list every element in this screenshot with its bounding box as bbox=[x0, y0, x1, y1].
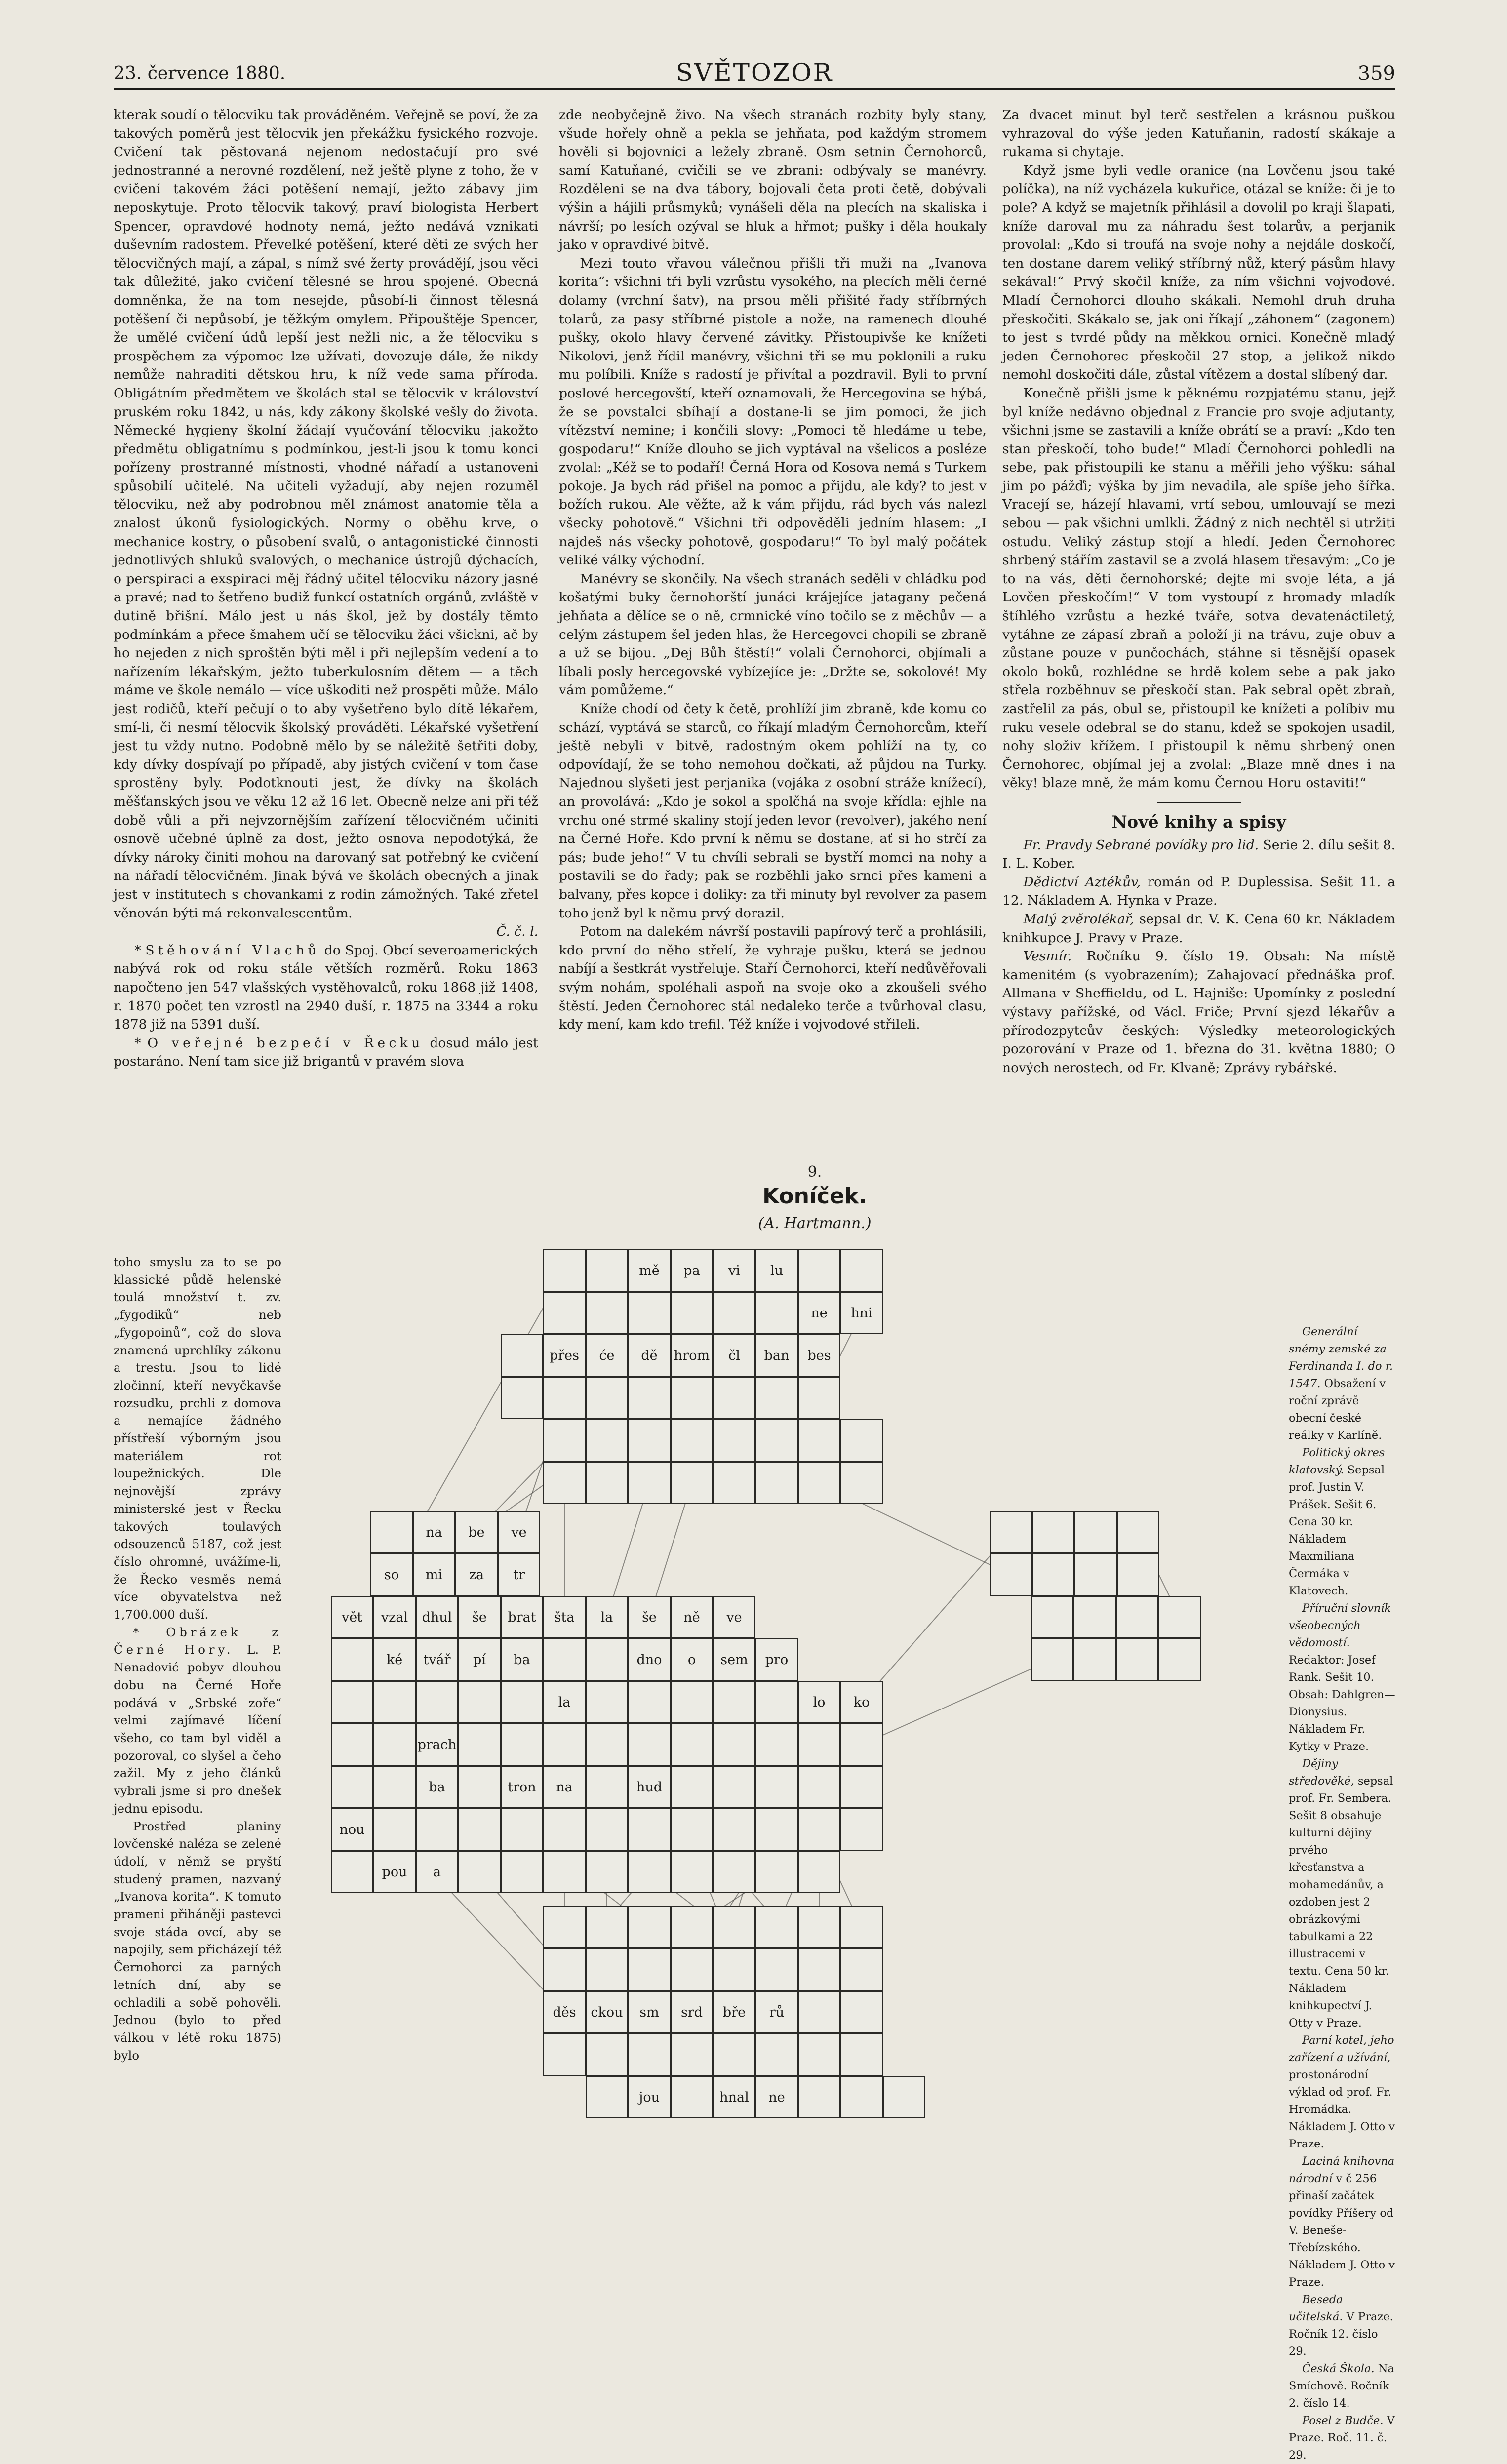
board-cell bbox=[671, 1419, 713, 1462]
board-cell bbox=[1116, 1596, 1158, 1638]
board-cell bbox=[671, 1906, 713, 1948]
book-entry bbox=[1289, 2291, 1395, 2360]
book-details: Ročníku 9. číslo 19. Obsah: Na místě kamenitém (s vyobrazením); Zahajovací přednáška prof. Allmana v Sheffieldu, od L. Hajniše: Upomínky z poslední výstavy pařížské, od Václ. Friče; První sjezd lékařův a přírodozpytcův českých: Výsledky meteorologických pozorování v Praze od 1. března do 31. května 1880; O nových nerostech, od Fr. Klvaně; Zprávy rybářské. bbox=[1002, 949, 1395, 1075]
board-cell bbox=[628, 1292, 671, 1334]
board-cell bbox=[628, 1808, 671, 1851]
board-cell bbox=[1074, 1553, 1117, 1596]
board-cell: na bbox=[413, 1511, 455, 1553]
column-3-lower bbox=[1289, 1323, 1395, 2464]
montenegro-paragraph: Kníže chodí od čety k četě, prohlíží jim zbraně, kde komu co schází, vyptává se starců, co říkají mladým Černohorcům, kteří ještě nebyli v bitvě, radostným okem pohlíží na ty, co odpovídají, že se toho nemohou dočkati, až půjdou na Turky. Najednou slyšeti jest perjanika (vojáka z osobní stráže knížecí), an provolává: „Kdo je sokol a spolčhá na svoje křídla: ejhle na vrchu oné strmé skaliny stojí jeden levor (revolver), jakého není na Černé Hoře. Kdo první k němu se dostane, ať si ho strčí za pás; bude jeho!“ V tu chvíli sebrali se bystří momci na nohy a postavili se do řady; pak se rozběhli jako srnci přes kameni a balvany, přes kopce i doliky: za tři minuty byl revolver za pasem toho jenž byl k němu prvý dorazil. bbox=[559, 701, 987, 921]
book-details: V Praze. Ročník 12. číslo 29. bbox=[1289, 2310, 1393, 2358]
board-cell bbox=[798, 1906, 840, 1948]
board-cell bbox=[586, 2076, 628, 2118]
board-cell: pa bbox=[671, 1249, 713, 1292]
note-greek-security: * O veřejné bezpečí v Řecku dosud málo jest postaráno. Není tam sice již brigantů v pravém slova bbox=[114, 1035, 538, 1070]
note-title: O veřejné bezpečí v Řecku bbox=[147, 1035, 424, 1051]
board-cell: o bbox=[671, 1638, 713, 1681]
board-cell bbox=[1116, 1638, 1158, 1681]
montenegro-paragraph: Potom na dalekém návrší postavili papírový terč a prohlásili, kdo první do něho střelí, že vyhraje pušku, která se jednou nabíjí a šestkrát vystřeluje. Staří Černohorci, kteří nedůvěřovali svým nohám, spoléhali aspoň na svoje oko a zkoušeli svého štěstí. Jeden Černohorec stál nedaleko terče a tvůrhoval clasu, kdy mení, kam kdo trefil. Též kníže i vojvodové střileli. bbox=[559, 924, 987, 1033]
montenegro-paragraph: Manévry se skončily. Na všech stranách seděli v chládku pod košatými buky černohorští junáci krájejíce jatagany pečená jehňata a dělíce se o ně, crmnické víno točilo se z měchův — a celým zástupem šel jeden hlas, že Hercegovci chopili se zbraně a už se bijou. „Dej Bůh štěstí!“ volali Černohorci, objímali a líbali posly hercegovské vybízejíce je: „Držte se, sokolové! My vám pomůžeme.“ bbox=[559, 571, 987, 698]
board-cell: ké bbox=[373, 1638, 416, 1681]
puzzle-name: Koníček. bbox=[762, 1184, 867, 1209]
board-cell bbox=[1117, 1511, 1159, 1553]
book-title: Generální snémy zemské za Ferdinanda I. do r. 1547. bbox=[1289, 1325, 1393, 1390]
montenegro-paragraph: Když jsme byli vedle oranice (na Lovčenu jsou také políčka), na níž vycházela kukuřice, otázal se kníže: či je to pole? A když se majetník přihlásil a dovolil po kraji šlapati, kníže daroval mu za náhradu šest tolarův, a perjanik provolal: „Kdo si troufá na svoje nohy a nejdále doskočí, ten dostane darem veliký stříbrný nůž, který pásům hlavy sekával!“ Prvý skočil kníže, za ním všichni vojvodové. Mladí Černohorci dlouho skákali. Nemohl druh druha přeskočiti. Skákalo se, jak oni říkají „záhonem“ (zagonem) to jest s tvrdé půdy na měkkou ornici. Konečně mladý jeden Černohorec přeskočil 27 stop, a jelikož nikdo nemohl doskočiti dále, zůstal vítězem a dostal slíbený dar. bbox=[1002, 162, 1395, 383]
note-title: Stěhování Vlachů bbox=[145, 942, 320, 958]
board-cell: pí bbox=[458, 1638, 501, 1681]
board-cell: na bbox=[543, 1766, 586, 1808]
board-cell: dhul bbox=[416, 1596, 458, 1638]
board-cell bbox=[713, 1808, 755, 1851]
book-title: Česká Škola. bbox=[1302, 2362, 1375, 2375]
board-cell bbox=[671, 1851, 713, 1893]
board-cell: bře bbox=[713, 1991, 755, 2033]
page-number: 359 bbox=[1357, 62, 1395, 85]
board-cell: mi bbox=[413, 1553, 455, 1596]
board-cell bbox=[798, 1851, 840, 1893]
board-cell: ckou bbox=[586, 1991, 628, 2033]
note-title: Obrázek z Černé Hory. bbox=[114, 1625, 281, 1657]
note-text: L. P. Nenadović pobyv dlouhou dobu na Černé Hoře podává v „Srbské zoře“ velmi zajímavé líčení všeho, co tam byl viděl a pozoroval, co slyšel a čeho zažil. My z jeho článků vybrali jsme si pro dnešek jednu episodu. bbox=[114, 1642, 282, 1816]
board-cell: be bbox=[455, 1511, 498, 1553]
board-cell bbox=[586, 1681, 628, 1723]
note-text: do Spoj. Obcí severoamerických nabývá rok od roku stále větších rozměrů. Roku 1863 napočteno jen 547 vlašských vystěhovalců, roku 1868 již 1408, r. 1870 počet ten vzrostl na 2940 duší, r. 1875 na 3344 a roku 1878 již na 5391 duší. bbox=[114, 942, 538, 1033]
board-cell: rů bbox=[755, 1991, 798, 2033]
board-cell: nou bbox=[331, 1808, 373, 1851]
book-title: Posel z Budče. bbox=[1302, 2414, 1384, 2427]
book-details: Na Smíchově. Ročník 2. číslo 14. bbox=[1289, 2362, 1394, 2410]
board-cell bbox=[840, 1766, 883, 1808]
board-cell bbox=[628, 2033, 671, 2076]
board-cell bbox=[628, 1851, 671, 1893]
board-cell bbox=[840, 2076, 883, 2118]
board-cell bbox=[586, 1249, 628, 1292]
board-cell: bes bbox=[798, 1334, 840, 1377]
board-cell: ba bbox=[416, 1766, 458, 1808]
section-divider bbox=[1157, 802, 1241, 803]
book-list bbox=[1002, 836, 1395, 1077]
board-cell bbox=[416, 1808, 458, 1851]
board-cell bbox=[1158, 1638, 1201, 1681]
board-cell bbox=[755, 1292, 798, 1334]
book-title: Příruční slovník všeobecných vědomostí. bbox=[1289, 1602, 1391, 1649]
board-cell: brat bbox=[501, 1596, 543, 1638]
board-cell bbox=[628, 1723, 671, 1766]
puzzle-number: 9. bbox=[807, 1163, 822, 1181]
board-cell bbox=[458, 1766, 501, 1808]
board-cell bbox=[840, 1808, 883, 1851]
board-cell bbox=[755, 1462, 798, 1504]
board-cell bbox=[628, 1462, 671, 1504]
board-cell bbox=[990, 1511, 1032, 1553]
board-cell bbox=[586, 1851, 628, 1893]
board-cell bbox=[501, 1377, 543, 1419]
board-cell: la bbox=[543, 1681, 586, 1723]
board-cell bbox=[713, 1462, 755, 1504]
board-cell bbox=[671, 1292, 713, 1334]
board-cell: za bbox=[455, 1553, 498, 1596]
board-cell bbox=[331, 1851, 373, 1893]
board-cell bbox=[671, 1723, 713, 1766]
board-cell bbox=[798, 1377, 840, 1419]
board-cell bbox=[501, 1723, 543, 1766]
board-cell: dno bbox=[628, 1638, 671, 1681]
board-cell: so bbox=[370, 1553, 413, 1596]
board-cell bbox=[671, 1948, 713, 1991]
board-cell: vět bbox=[331, 1596, 373, 1638]
book-entry bbox=[1289, 2153, 1395, 2291]
book-details: sepsal dr. V. K. Cena 60 kr. Nákladem knihkupce J. Pravy v Praze. bbox=[1002, 911, 1395, 946]
book-details: sepsal prof. Fr. Sembera. Sešit 8 obsahuje kulturní dějiny prvého křesťanstva a mohamedánův, a ozdoben jest 2 obrázkovými tabulkami a 22 illustracemi v textu. Cena 50 kr. Nákladem knihkupectví J. Otty v Praze. bbox=[1289, 1775, 1393, 2029]
book-title: Parní kotel, jeho zařízení a užívání, bbox=[1289, 2034, 1394, 2064]
board-cell: sm bbox=[628, 1991, 671, 2033]
board-cell bbox=[798, 1948, 840, 1991]
board-cell: mě bbox=[628, 1249, 671, 1292]
board-cell bbox=[755, 1681, 798, 1723]
board-cell bbox=[990, 1553, 1032, 1596]
board-cell: hni bbox=[840, 1292, 883, 1334]
board-cell bbox=[458, 1808, 501, 1851]
board-cell: prach bbox=[416, 1723, 458, 1766]
board-cell bbox=[331, 1723, 373, 1766]
board-cell bbox=[501, 1851, 543, 1893]
board-cell: pro bbox=[755, 1638, 798, 1681]
board-cell bbox=[501, 1808, 543, 1851]
board-cell bbox=[586, 1906, 628, 1948]
issue-date: 23. července 1880. bbox=[114, 63, 286, 83]
board-cell: jou bbox=[628, 2076, 671, 2118]
board-cell bbox=[713, 2033, 755, 2076]
board-cell bbox=[331, 1766, 373, 1808]
board-cell bbox=[840, 1723, 883, 1766]
board-cell bbox=[1031, 1596, 1073, 1638]
puzzle-heading bbox=[642, 1163, 988, 1232]
board-cell bbox=[458, 1681, 501, 1723]
montenegro-paragraph: Prostřed planiny lovčenské naléza se zelené údolí, v němž se pryští studený pramen, nazvaný „Ivanova korita“. K tomuto prameni přiháněji pastevci svoje stáda ovcí, aby se napojily, sem přicházejí též Černohorci za parných letních dní, aby se ochladili a sobě pohověli. Jednou (bylo to před válkou v létě roku 1875) bylo bbox=[114, 1819, 281, 2063]
book-details: román od P. Duplessisa. Sešit 11. a 12. Nákladem A. Hynka v Praze. bbox=[1002, 874, 1395, 909]
book-entry bbox=[1289, 2032, 1395, 2153]
board-cell: še bbox=[458, 1596, 501, 1638]
puzzle-author: (A. Hartmann.) bbox=[758, 1215, 872, 1232]
board-cell: tron bbox=[501, 1766, 543, 1808]
board-cell: čl bbox=[713, 1334, 755, 1377]
montenegro-paragraph: Za dvacet minut byl terč sestřelen a krásnou puškou vyhrazoval do výše jeden Katuňanin, radostí skákaje a rukama si chytaje. bbox=[1002, 107, 1395, 160]
board-cell bbox=[628, 1419, 671, 1462]
board-cell bbox=[458, 1851, 501, 1893]
board-cell bbox=[543, 1723, 586, 1766]
board-cell: tvář bbox=[416, 1638, 458, 1681]
board-cell bbox=[543, 1906, 586, 1948]
board-cell bbox=[798, 2076, 840, 2118]
board-cell: sem bbox=[713, 1638, 755, 1681]
board-cell bbox=[840, 1906, 883, 1948]
board-cell bbox=[713, 1851, 755, 1893]
board-cell bbox=[713, 1419, 755, 1462]
book-list bbox=[1289, 1323, 1395, 2464]
board-cell bbox=[755, 1906, 798, 1948]
board-cell bbox=[543, 1249, 586, 1292]
board-cell bbox=[1032, 1511, 1074, 1553]
board-cell bbox=[671, 1808, 713, 1851]
board-cell: ko bbox=[840, 1681, 883, 1723]
board-cell bbox=[1117, 1553, 1159, 1596]
montenegro-paragraph: Mezi touto vřavou válečnou přišli tři muži na „Ivanova korita“: všichni tři byli vzrůstu vysokého, na plecích měli černé dolamy (vrchní šatv), na prsou měli přišité řady stříbrných tolarů, za pasy stříbrné pistole a nože, na ramenech dlouhé pušky, okolo hlavy červené závitky. Přistoupivše ke knížeti Nikolovi, jenž řídil manévry, všichni tři se mu poklonili a ruku mu políbili. Kníže s radostí je přivítal a pozdravil. Byli to první poslové hercegovští, kteří oznamovali, že Hercegovina se hýbá, že se povstalci sbíhají a dostane-li se jim pomoci, že jich vítězství nemine; i končili slovy: „Pomoci tě hledáme u tebe, gospodaru!“ Kníže dlouho se jich vyptával na všelicos a posléze zvolal: „Kéž se to podaří! Černá Hora od Kosova nemá s Turkem pokoje. Ja bych rád přišel na pomoc a přijdu, ale kdy? to jest v božích rukou. Ale věžte, až k vám přijdu, rád bych vás nalezl všecky pohotově.“ Všichni tři odpověděli jedním hlasem: „I najdeš nás všecky pohotově, gospodaru!“ To byl malý počátek veliké války východní. bbox=[559, 255, 987, 568]
board-cell: še bbox=[628, 1596, 671, 1638]
board-cell bbox=[671, 1462, 713, 1504]
board-cell bbox=[713, 1906, 755, 1948]
board-cell bbox=[543, 1377, 586, 1419]
board-cell bbox=[713, 1681, 755, 1723]
board-cell bbox=[1032, 1553, 1074, 1596]
board-cell: ba bbox=[501, 1638, 543, 1681]
board-cell: će bbox=[586, 1334, 628, 1377]
board-cell: ban bbox=[755, 1334, 798, 1377]
board-cell: la bbox=[586, 1596, 628, 1638]
note-text: dosud málo jest postaráno. Není tam sice již brigantů v pravém slova bbox=[114, 1035, 538, 1070]
board-cell bbox=[1073, 1638, 1116, 1681]
book-entry bbox=[1289, 1444, 1395, 1600]
move-line bbox=[862, 1532, 1011, 1702]
board-cell bbox=[1074, 1511, 1117, 1553]
board-cell bbox=[755, 1766, 798, 1808]
board-cell bbox=[798, 1766, 840, 1808]
book-entry bbox=[1289, 2412, 1395, 2464]
board-cell bbox=[501, 1681, 543, 1723]
board-cell bbox=[501, 1334, 543, 1377]
book-title: Vesmír. bbox=[1023, 949, 1072, 964]
masthead-title: SVĚTOZOR bbox=[675, 58, 833, 87]
move-line bbox=[862, 1660, 1052, 1745]
board-cell bbox=[798, 1991, 840, 2033]
book-title: Dědictví Aztékův, bbox=[1023, 874, 1141, 890]
board-cell: tr bbox=[498, 1553, 540, 1596]
board-cell bbox=[798, 1249, 840, 1292]
board-cell: vzal bbox=[373, 1596, 416, 1638]
board-cell bbox=[755, 1851, 798, 1893]
board-cell bbox=[586, 1766, 628, 1808]
board-cell bbox=[671, 2076, 713, 2118]
board-cell bbox=[755, 1723, 798, 1766]
montenegro-paragraph: Konečně přišli jsme k pěknému rozpjatému stanu, jejž byl kníže nedávno objednal z Francie pro svoje adjutanty, všichni jsme se zastavili a kníže obrátí se a praví: „Kdo ten stan přeskočí, toho bude!“ Mladí Černohorci pohledli na sebe, pak přistoupili ke stanu a měřili jeho výšku: sáhal jim po pážďi; výška by jim nevadila, ale spíše jeho šířka. Vracejí se, házejí hlavami, vrtí sebou, umlouvají se mezi sebou — pak všichni umlkli. Žádný z nich nechtěl si utržiti ostudu. Veliký zástup stojí a hledí. Jeden Černohorec shrbený stářím zastavil se a zvolá hlasem třesavým: „Co je to na vás, děti černohorské; dejte mi svoje léta, a já Lovčen přeskočím!“ V tom vystoupí z hromady mladík štíhlého vzrůstu a hezké tváře, sotva devatenáctiletý, vytáhne ze zápasí zbraň a položí ji na trávu, zuje obuv a zůstane pouze v punčochách, stáhne si těsnější opasek okolo boků, rozhlédne se hrdě kolem sebe a pak jako střela rozběhnuv se přeskočí stan. Pak sebral opět zbraň, zastřelil za pás, obul se, přistoupil ke knížeti a políbiv mu ruku vesele odebral se do stanu, kdež se spokojen usadil, nohy složiv křížem. I přistoupil k němu shrbený onen Černohorec, objímal jej a zvolal: „Blaze mně dnes i na věky! blaze mně, že mám komu Černou Horu ostaviti!“ bbox=[1002, 385, 1395, 791]
board-cell bbox=[798, 1462, 840, 1504]
board-cell bbox=[840, 2033, 883, 2076]
board-cell bbox=[628, 1948, 671, 1991]
board-cell bbox=[755, 1419, 798, 1462]
column-3 bbox=[1002, 106, 1395, 1077]
book-title: Politický okres klatovský. bbox=[1289, 1446, 1385, 1476]
board-cell bbox=[586, 1723, 628, 1766]
note-italian-emigration: * Stěhování Vlachů do Spoj. Obcí severoamerických nabývá rok od roku stále větších rozměrů. Roku 1863 napočteno jen 547 vlašských vystěhovalců, roku 1868 již 1408, r. 1870 počet ten vzrostl na 2940 duší, r. 1875 na 3344 a roku 1878 již na 5391 duší. bbox=[114, 942, 538, 1033]
board-cell: hnal bbox=[713, 2076, 755, 2118]
book-entry bbox=[1002, 947, 1395, 1077]
board-cell bbox=[798, 1419, 840, 1462]
board-cell bbox=[883, 2076, 925, 2118]
board-cell bbox=[1073, 1596, 1116, 1638]
board-cell: hud bbox=[628, 1766, 671, 1808]
board-cell: hrom bbox=[671, 1334, 713, 1377]
board-cell bbox=[543, 1419, 586, 1462]
board-cell: srd bbox=[671, 1991, 713, 2033]
book-title: Fr. Pravdy Sebrané povídky pro lid. bbox=[1023, 837, 1259, 853]
greek-continuation: toho smyslu za to se po klassické půdě helenské toulá množství t. zv. „fygodiků“ neb „fygopoinů“, což do slova znamená uprchlíky zákonu a trestu. Jsou to lidé zločinní, kteří nevyčkavše rozsudku, prchli z domova a nemajíce žádného přístřeší výborným jsou materiálem rot loupežnických. Dle nejnovější zprávy ministerské jest v Řecku takových toulavých odsouzenců 5187, což jest číslo ohromné, uvážíme-li, že Řecko vesměs nemá více obyvatelstva než 1,700.000 duší. bbox=[114, 1255, 281, 1622]
board-cell bbox=[628, 1906, 671, 1948]
article-gymnastics-text: kterak soudí o tělocviku tak prováděném. Veřejně se poví, že za takových poměrů jest tělocvik jen překážku fysického rozvoje. Cvičení tak pěstovaná nejenom nedostačují pro své jednostranné a nerovné rozdělení, než ještě plyne z toho, že v cvičení takovém žáci potěšení nemají, ježto zábavy jim neposkytuje. Proto tělocvik takový, praví biologista Herbert Spencer, opravdové hodnoty nemá, ježto nedává vznikati duševním radostem. Převelké potěšení, které děti ze svých her tělocvičných mají, a zápal, s nímž své žerty provádějí, jsou věci tak důležité, jako cvičení tělesné se hrou spojené. Obecná domněnka, že na tom nesejde, působí-li činnost tělesná potěšení či nepůsobí, je těžkým omylem. Připouštěje Spencer, že umělé cvičení údů lepší jest nežli nic, a že tělocviku s prospěchem za výpomoc lze užívati, dovozuje dále, že nikdy nemůže nahraditi dětskou hru, k níž vede sama příroda. Obligátním předmětem ve školách stal se tělocvik v království pruském roku 1842, u nás, kdy zákony školské vešly do života. Německé hygieny školní žádají vyučování tělocviku jakožto předmětu obligatnímu s podmínkou, jest-li jsou k tomu konci pořízeny prostranné místnosti, vhodné nářadí a ustanoveni spůsobilí učitelé. Na učiteli vyžadují, aby nejen rozuměl tělocviku, než aby podrobnou měl známost anatomie těla a znalost úkonů fysiologických. Normy o oběhu krve, o mechanice kostry, o působení svalů, o antagonistické činnosti jednotlivých shluků svalových, o mechanice ústrojů dýchacích, o perspiraci a exspiraci měj řádný učitel tělocviku názory jasné a pravé; nad to šetřeno budiž funkcí ostatních orgánů, zvláště v dutině břišní. Málo jest u nás škol, jež by dostály těmto podmínkám a přece šmahem učí se tělocviku žáci všickni, ač by ho nejeden z nich sproštěn býti měl i při nejlepším vedení a to nařízením lékařským, ježto tuberkulosním dětem — a těch máme ve škole nemálo — více uškoditi než prospěti může. Málo jest rodičů, kteří pečují o to aby vyšetřeno bylo dítě lékařem, smí-li, či nesmí tělocvik školský prováděti. Lékařské vyšetření jest tu vždy nutno. Podobně mělo by se náležitě šetřiti doby, kdy dívky dospívají po případě, aby jistých cvičení v tom čase sprostěny byly. Podotknouti jest, že dívky na školách měšťanských jsou ve věku 12 až 16 let. Obecně nelze ani při též době vůli a při nejvzornějším zařízení tělocvičném učiniti osnově učebné úplně za dost, ježto osnova nepodotýká, že dívky nároky činiti mohou na darovaný sat potřebný ke cvičení na nářadí tělocvičném. Jinak bývá ve školách obecných a jinak jest v institutech s chovankami z rodin zámožných. Také zřetel věnován býti má rekonvalescentům. bbox=[114, 107, 538, 921]
board-cell bbox=[671, 2033, 713, 2076]
board-cell bbox=[628, 1681, 671, 1723]
board-cell: pou bbox=[373, 1851, 416, 1893]
book-details: v č 256 přinaší začátek povídky Příšery od V. Beneše-Třebízského. Nákladem J. Otto v Praze. bbox=[1289, 2172, 1395, 2289]
board-cell bbox=[416, 1681, 458, 1723]
book-entry bbox=[1289, 1755, 1395, 2032]
book-details: Sepsal prof. Justin V. Prášek. Sešit 6. Cena 30 kr. Nákladem Maxmiliana Čermáka v Klatovech. bbox=[1289, 1464, 1385, 1597]
board-cell bbox=[713, 1723, 755, 1766]
board-cell: přes bbox=[543, 1334, 586, 1377]
book-entry bbox=[1289, 2360, 1395, 2412]
board-cell bbox=[798, 1723, 840, 1766]
board-cell bbox=[586, 1948, 628, 1991]
header-rule bbox=[114, 88, 1395, 90]
book-details: Redaktor: Josef Rank. Sešit 10. Obsah: Dahlgren—Dionysius. Nákladem Fr. Kytky v Praze. bbox=[1289, 1654, 1395, 1753]
book-entry bbox=[1289, 1600, 1395, 1755]
board-cell bbox=[755, 1948, 798, 1991]
board-cell: ne bbox=[798, 1292, 840, 1334]
board-cell bbox=[543, 1462, 586, 1504]
book-entry bbox=[1002, 836, 1395, 873]
section-title-new-books: Nové knihy a spisy bbox=[1111, 812, 1286, 832]
board-cell bbox=[543, 1851, 586, 1893]
book-details: Obsažení v roční zprávě obecní české reálky v Karlíně. bbox=[1289, 1377, 1386, 1442]
board-cell bbox=[840, 1991, 883, 2033]
board-cell bbox=[543, 1292, 586, 1334]
board-cell bbox=[840, 1419, 883, 1462]
board-cell bbox=[586, 1419, 628, 1462]
book-title: Malý zvěrolékař, bbox=[1023, 911, 1134, 927]
column-1-lower bbox=[114, 1253, 281, 2064]
column-2 bbox=[559, 106, 987, 1034]
montenegro-paragraph: zde neobyčejně živo. Na všech stranách rozbity byly stany, všude hořely ohně a pekla se jehňata, pod každým stromem hověli si bojovníci a ležely zbraně. Osm setnin Černohorců, samí Katuňané, cvičili se ve zbrani: odbývaly se manévry. Rozděleni se na dva tábory, bojovali četa proti četě, dobývali výšin a hájili průsmyků; vynášeli děla na plecích na skaliska i návrší; po lesích ozýval se hluk a hřmot; pušky i děla houkaly jako v opravdivé bitvě. bbox=[559, 107, 987, 253]
book-entry bbox=[1289, 1323, 1395, 1444]
note-montenegro: * Obrázek z Černé Hory. L. P. Nenadović pobyv dlouhou dobu na Černé Hoře podává v „Srbské zoře“ velmi zajímavé líčení všeho, co tam byl viděl a pozoroval, co slyšel a čeho zažil. My z jeho článků vybrali jsme si pro dnešek jednu episodu. bbox=[114, 1625, 282, 1816]
column-1 bbox=[114, 106, 538, 1071]
board-cell bbox=[458, 1723, 501, 1766]
board-cell: lo bbox=[798, 1681, 840, 1723]
article-signature: Č. č. l. bbox=[496, 924, 538, 940]
board-cell bbox=[331, 1638, 373, 1681]
board-cell: šta bbox=[543, 1596, 586, 1638]
board-cell bbox=[331, 1681, 373, 1723]
board-cell bbox=[1031, 1638, 1073, 1681]
board-cell bbox=[798, 1808, 840, 1851]
book-title: Dějiny středověké, bbox=[1289, 1757, 1354, 1788]
board-cell bbox=[543, 2033, 586, 2076]
book-title: Beseda učitelská. bbox=[1289, 2293, 1343, 2323]
board-cell bbox=[713, 1766, 755, 1808]
board-cell bbox=[713, 1292, 755, 1334]
board-cell bbox=[1158, 1596, 1201, 1638]
board-cell bbox=[543, 1808, 586, 1851]
board-cell bbox=[798, 2033, 840, 2076]
board-cell bbox=[755, 1808, 798, 1851]
book-details: Serie 2. dílu sešit 8. I. L. Kober. bbox=[1002, 837, 1395, 872]
board-cell bbox=[755, 2033, 798, 2076]
board-cell bbox=[840, 1249, 883, 1292]
board-cell bbox=[713, 1377, 755, 1419]
book-details: V Praze. Roč. 11. č. 29. bbox=[1289, 2414, 1395, 2462]
book-details: prostonárodní výklad od prof. Fr. Hromádka. Nákladem J. Otto v Praze. bbox=[1289, 2068, 1395, 2150]
board-cell bbox=[373, 1808, 416, 1851]
board-cell: lu bbox=[755, 1249, 798, 1292]
board-cell bbox=[713, 1948, 755, 1991]
board-cell: ně bbox=[671, 1596, 713, 1638]
board-cell bbox=[373, 1766, 416, 1808]
board-cell: a bbox=[416, 1851, 458, 1893]
board-cell bbox=[840, 1462, 883, 1504]
knight-tour-board bbox=[331, 1249, 1285, 2141]
board-cell bbox=[370, 1511, 413, 1553]
book-entry bbox=[1002, 873, 1395, 910]
board-cell bbox=[671, 1766, 713, 1808]
board-cell: ne bbox=[755, 2076, 798, 2118]
board-cell: ve bbox=[498, 1511, 540, 1553]
book-entry bbox=[1002, 910, 1395, 947]
board-cell: dě bbox=[628, 1334, 671, 1377]
board-cell bbox=[671, 1377, 713, 1419]
board-cell: děs bbox=[543, 1991, 586, 2033]
board-cell bbox=[543, 1638, 586, 1681]
board-cell: ve bbox=[713, 1596, 755, 1638]
board-cell bbox=[586, 2033, 628, 2076]
board-cell bbox=[373, 1681, 416, 1723]
board-cell: vi bbox=[713, 1249, 755, 1292]
board-cell bbox=[586, 1808, 628, 1851]
board-cell bbox=[586, 1462, 628, 1504]
board-cell bbox=[671, 1681, 713, 1723]
board-cell bbox=[586, 1638, 628, 1681]
board-cell bbox=[373, 1723, 416, 1766]
board-cell bbox=[543, 1948, 586, 1991]
book-title: Laciná knihovna národní bbox=[1289, 2155, 1395, 2185]
board-cell bbox=[840, 1948, 883, 1991]
board-cell bbox=[586, 1292, 628, 1334]
board-cell bbox=[755, 1377, 798, 1419]
board-cell bbox=[586, 1377, 628, 1419]
board-cell bbox=[628, 1377, 671, 1419]
